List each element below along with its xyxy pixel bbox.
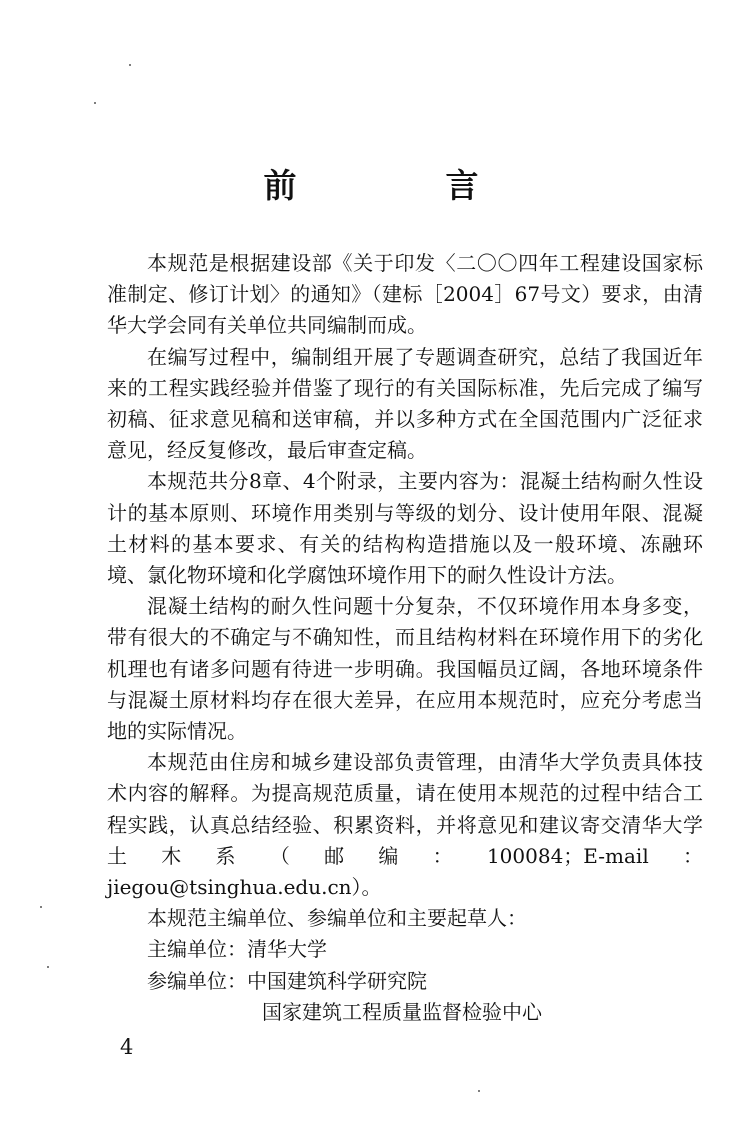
participating-unit: 参编单位：中国建筑科学研究院 xyxy=(147,968,427,993)
paragraph-units-intro: 本规范主编单位、参编单位和主要起草人： xyxy=(147,906,527,931)
scan-speck xyxy=(94,102,96,104)
scan-speck xyxy=(478,1090,480,1092)
chief-editor-unit: 主编单位：清华大学 xyxy=(147,937,327,962)
participating-unit-additional: 国家建筑工程质量监督检验中心 xyxy=(262,999,542,1024)
page-title: 前 言 xyxy=(263,166,537,205)
paragraph-contents: 本规范共分8章、4个附录，主要内容为：混凝土结构耐久性设计的基本原则、环境作用类别与等级的划分、设计使用年限、混凝土材料的基本要求、有关的结构构造措施以及一般环境、冻融环境、氯化物环境和化学腐蚀环境作用下的耐久性设计方法。 xyxy=(107,469,703,588)
preface-body xyxy=(107,248,703,1028)
paragraph-basis: 本规范是根据建设部《关于印发〈二〇〇四年工程建设国家标准制定、修订计划〉的通知》（建标［2004］67号文）要求，由清华大学会同有关单位共同编制而成。 xyxy=(107,251,703,338)
paragraph-complexity: 混凝土结构的耐久性问题十分复杂，不仅环境作用本身多变，带有很大的不确定与不确知性，而且结构材料在环境作用下的劣化机理也有诸多问题有待进一步明确。我国幅员辽阔，各地环境条件与混凝土原材料均存在很大差异，在应用本规范时，应充分考虑当地的实际情况。 xyxy=(107,594,703,744)
page-number: 4 xyxy=(120,1035,134,1059)
paragraph-management: 本规范由住房和城乡建设部负责管理，由清华大学负责具体技术内容的解释。为提高规范质量，请在使用本规范的过程中结合工程实践，认真总结经验、积累资料，并将意见和建议寄交清华大学土木系（邮编：100084；E-mail：jiegou@tsinghua.edu.cn）。 xyxy=(107,750,703,900)
scan-speck xyxy=(40,906,42,908)
paragraph-process: 在编写过程中，编制组开展了专题调查研究，总结了我国近年来的工程实践经验并借鉴了现行的有关国际标准，先后完成了编写初稿、征求意见稿和送审稿，并以多种方式在全国范围内广泛征求意见，经反复修改，最后审查定稿。 xyxy=(107,344,703,463)
scan-speck xyxy=(129,64,131,66)
scan-speck xyxy=(47,966,49,968)
